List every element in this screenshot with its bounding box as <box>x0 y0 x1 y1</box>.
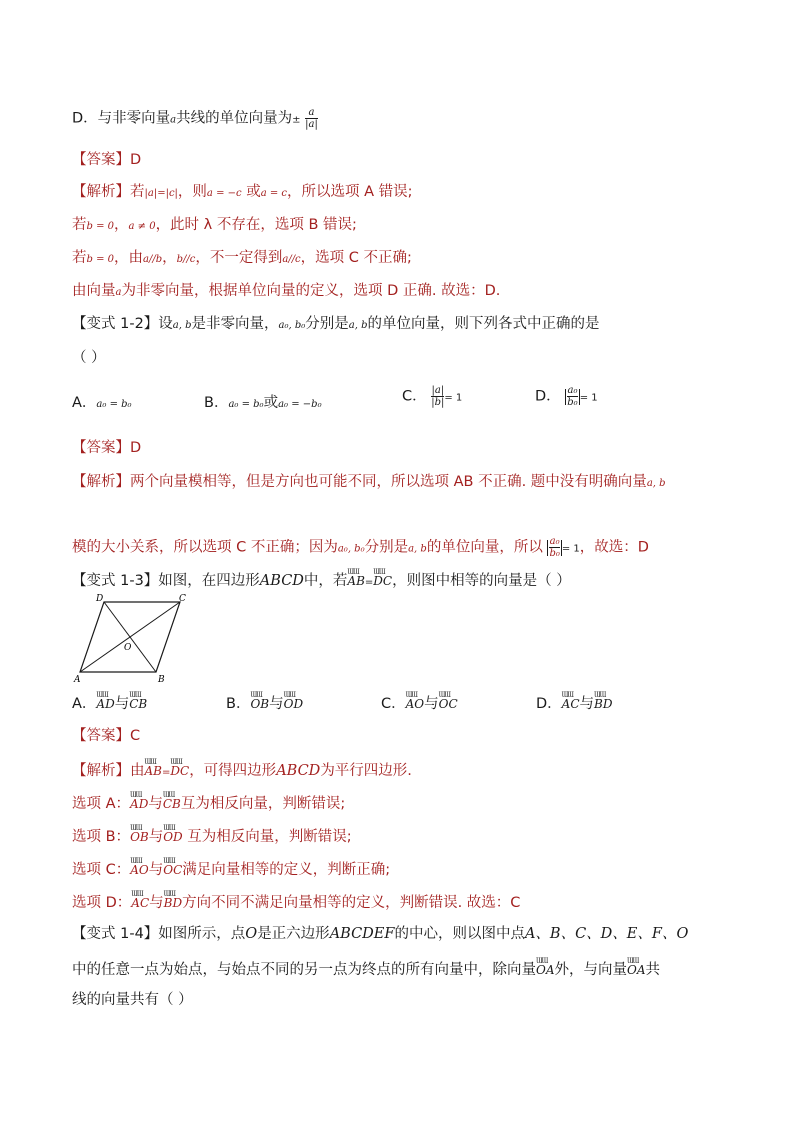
option-label: C． <box>381 696 406 712</box>
text: 选项 C： <box>72 862 131 878</box>
fraction <box>567 385 577 408</box>
v12-option-c[interactable] <box>402 385 462 409</box>
fraction-numerator: |a| <box>431 385 445 396</box>
text: 中，若 <box>303 573 348 589</box>
option-d-line <box>72 107 318 131</box>
vectors-ab: a, b <box>172 320 192 331</box>
point-o: O <box>245 926 258 942</box>
explanation-3-line1 <box>72 759 412 783</box>
fraction <box>431 385 444 408</box>
text: 选项 A： <box>72 796 131 812</box>
text: 【解析】两个向量模相等，但是方向也可能不同，所以选项 AB 不正确. 题中没有明确向量 <box>72 474 647 490</box>
text: 与 <box>149 895 164 911</box>
vector: ƜƜ AO <box>130 858 149 880</box>
explanation-2-line1 <box>72 472 666 494</box>
vector: ƜƜ AC <box>562 692 580 714</box>
text: ，所以选项 A 错误; <box>287 184 413 200</box>
text: 分别是 <box>364 539 409 556</box>
vector-ab: ƜƜ AB <box>145 759 162 781</box>
option-label: D． <box>536 696 562 712</box>
text: 互为相反向量，判断错误; <box>180 796 346 812</box>
explanation-3-c <box>72 858 390 880</box>
text: 为平行四边形. <box>320 763 412 779</box>
vector: ƜƜ OB <box>130 825 149 847</box>
text: 为非零向量，根据单位向量的定义，选项 D 正确. 故选：D. <box>121 283 501 299</box>
center-o: O <box>124 643 132 653</box>
vector: ƜƜ OD <box>163 825 182 847</box>
parallel-1: a//b <box>143 254 163 265</box>
text: 与 <box>148 862 164 878</box>
condition: a ≠ 0 <box>128 221 156 232</box>
vector: ƜƜ OB <box>250 692 269 714</box>
text: 【变式 1-3】如图，在四边形 <box>72 573 260 589</box>
text: 【变式 1-2】设 <box>72 316 173 332</box>
text: 中的任意一点为始点，与始点不同的另一点为终点的所有向量中，除向量 <box>72 962 536 978</box>
condition: |a|=|c| <box>144 188 178 199</box>
v12-option-a[interactable] <box>72 393 132 415</box>
parallelogram-figure <box>72 592 192 684</box>
vector: ƜƜ BD <box>164 891 182 913</box>
plus-minus: ± <box>292 114 301 126</box>
option-label: A． <box>72 395 97 411</box>
text: 或 <box>263 395 279 411</box>
text: 的中心，则以图中点 <box>394 926 525 942</box>
option-expr: a₀ = b₀ <box>96 399 132 410</box>
explanation-3-b <box>72 825 352 847</box>
answer-2: 【答案】D <box>72 440 142 456</box>
fraction-denominator: |a| <box>305 119 318 130</box>
option-label: B． <box>226 696 251 712</box>
vector: ƜƜ AO <box>406 692 425 714</box>
equals: = <box>161 767 171 778</box>
v12-option-d[interactable] <box>535 385 598 409</box>
text: 【解析】若 <box>72 184 145 200</box>
text: 满足向量相等的定义，判断正确; <box>182 862 391 878</box>
fraction-denominator: b₀ <box>549 548 560 559</box>
vector-a: a <box>115 287 122 298</box>
text: 若 <box>72 217 87 233</box>
v13-option-c[interactable] <box>381 692 458 714</box>
text: 与 <box>579 696 595 712</box>
equals: = 1 <box>444 392 463 404</box>
vector: ƜƜ OC <box>163 858 182 880</box>
text: 分别是 <box>305 316 349 332</box>
vector: ƜƜ AD <box>130 792 148 814</box>
text: 外，与向量 <box>554 962 628 978</box>
text: 【解析】由 <box>72 763 145 779</box>
vectors-ab: a, b <box>646 478 666 489</box>
text: 或 <box>241 184 261 200</box>
text: ， <box>114 217 129 233</box>
explanation-1-line1 <box>72 182 413 204</box>
v13-option-b[interactable] <box>226 692 303 714</box>
fraction <box>549 536 559 559</box>
result-2: a = c <box>260 188 288 199</box>
fraction-numerator: a₀ <box>549 536 560 547</box>
option-expr: a₀ = b₀ <box>228 399 264 410</box>
vector-ab: ƜƜ AB <box>347 569 364 591</box>
unit-vectors: a₀, b₀ <box>278 320 306 331</box>
text: ，由 <box>114 250 143 266</box>
answer-1: 【答案】D <box>72 152 142 168</box>
text: 与 <box>148 796 163 812</box>
variant-1-2-stem <box>72 314 600 336</box>
condition: b = 0 <box>86 221 114 232</box>
vector-oa: ƜƜ OA <box>627 958 646 980</box>
point-list: A、B、C、D、E、F、O <box>524 926 689 942</box>
variant-1-4-line3: 线的向量共有（ ） <box>72 992 193 1008</box>
vector: ƜƜ CB <box>129 692 147 714</box>
text: 由向量 <box>72 283 116 299</box>
vertex-b: B <box>158 675 165 684</box>
vector: ƜƜ AD <box>96 692 114 714</box>
explanation-1-line4 <box>72 281 500 303</box>
option-label: D． <box>535 388 561 405</box>
answer-3: 【答案】C <box>72 728 141 744</box>
text: 共 <box>645 962 661 978</box>
unit-vectors: a₀, b₀ <box>337 543 365 555</box>
text: ，不一定得到 <box>195 250 283 266</box>
option-label: C． <box>402 388 427 405</box>
explanation-2-line2 <box>72 536 649 560</box>
vector-oa: ƜƜ OA <box>536 958 555 980</box>
text: 方向不同不满足向量相等的定义，判断错误. 故选：C <box>182 895 521 911</box>
variant-1-3-stem <box>72 569 571 593</box>
text: ，可得四边形 <box>189 763 277 779</box>
vectors-ab: a, b <box>408 543 427 555</box>
option-label: A． <box>72 696 97 712</box>
text: 互为相反向量，判断错误; <box>182 829 352 845</box>
vector-a: a <box>170 114 177 126</box>
text: 是正六边形 <box>257 926 330 942</box>
text: 若 <box>72 250 87 266</box>
hexagon-name: ABCDEF <box>329 926 395 942</box>
text: 的单位向量，所以 <box>426 539 543 556</box>
vertex-d: D <box>96 594 104 604</box>
text: 选项 B： <box>72 829 131 845</box>
text: 选项 D： <box>72 895 132 911</box>
text: ，此时 λ 不存在，选项 B 错误; <box>155 217 357 233</box>
fraction-numerator: a <box>308 107 315 118</box>
fraction-denominator: b₀ <box>567 397 578 408</box>
vector: ƜƜ AC <box>131 891 149 913</box>
vector: ƜƜ BD <box>594 692 612 714</box>
explanation-3-a <box>72 792 345 814</box>
text: ，则图中相等的向量是（ ） <box>392 573 571 589</box>
explanation-1-line2 <box>72 215 357 237</box>
vertex-a: A <box>74 675 81 684</box>
text: 模的大小关系，所以选项 C 不正确；因为 <box>72 539 338 556</box>
vertex-c: C <box>179 594 186 604</box>
text: 与 <box>148 829 164 845</box>
parallel-3: a//c <box>282 254 301 265</box>
fraction-denominator: |b| <box>431 397 445 408</box>
text: 与 <box>424 696 439 712</box>
unit-vector-fraction <box>305 107 318 130</box>
text: 与 <box>114 696 130 712</box>
condition: b = 0 <box>86 254 114 265</box>
option-d-mid: 共线的单位向量为 <box>176 110 293 127</box>
text: 是非零向量， <box>191 316 279 332</box>
equals: = <box>364 577 374 588</box>
text: ， <box>162 250 177 266</box>
vector-dc: ƜƜ DC <box>373 569 392 591</box>
text: 的单位向量，则下列各式中正确的是 <box>367 316 600 332</box>
vector: ƜƜ CB <box>163 792 181 814</box>
variant-1-4-line2 <box>72 958 660 980</box>
text: ，故选：D <box>579 539 649 556</box>
equals: = 1 <box>561 543 580 555</box>
option-d-prefix: D．与非零向量 <box>72 110 171 127</box>
text: ，则 <box>177 184 207 200</box>
option-expr: a₀ = −b₀ <box>278 399 322 410</box>
v13-option-d[interactable] <box>536 692 612 714</box>
quad-name: ABCD <box>259 573 304 589</box>
fraction-numerator: a₀ <box>567 385 578 396</box>
text: 【变式 1-4】如图所示，点 <box>72 926 246 942</box>
equals: = 1 <box>579 392 598 404</box>
variant-1-4-line1 <box>72 924 688 944</box>
vectors-ab: a, b <box>348 320 368 331</box>
explanation-1-line3 <box>72 248 412 270</box>
result-1: a = −c <box>206 188 242 199</box>
vector: ƜƜ OC <box>439 692 458 714</box>
text: ，选项 C 不正确; <box>300 250 412 266</box>
v13-option-a[interactable] <box>72 692 147 714</box>
variant-1-2-paren: （ ） <box>72 350 106 366</box>
text: 与 <box>269 696 284 712</box>
quad-name: ABCD <box>276 763 321 779</box>
vector-dc: ƜƜ DC <box>170 759 189 781</box>
parallel-2: b//c <box>176 254 196 265</box>
vector: ƜƜ OD <box>284 692 303 714</box>
option-label: B． <box>204 395 229 411</box>
v12-option-b[interactable] <box>204 393 322 415</box>
explanation-3-d <box>72 891 520 913</box>
